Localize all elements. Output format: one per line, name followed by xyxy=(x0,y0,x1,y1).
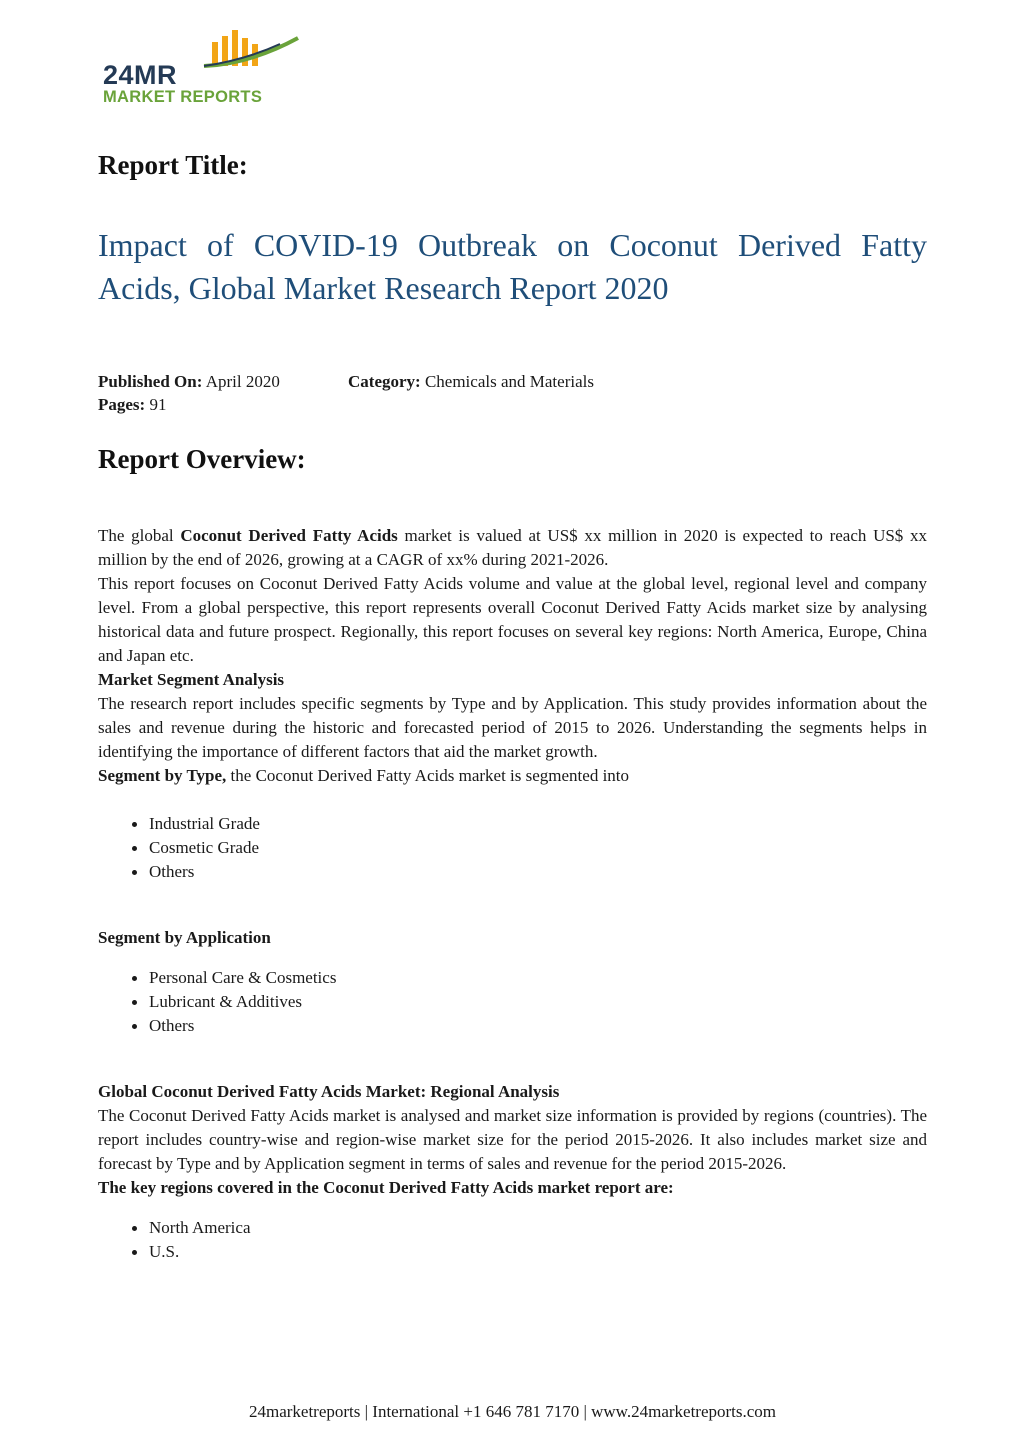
list-item: U.S. xyxy=(132,1240,927,1264)
overview-paragraph-4: The Coconut Derived Fatty Acids market is analysed and market size information is provided by regions (countries). The report includes country-wise and region-wise market size for the period 2015-2026. It also includes market size and forecast by Type and by Application segment in terms of sales and revenue for the period 2015-2026. xyxy=(98,1106,927,1173)
logo xyxy=(100,30,305,108)
list-item: Others xyxy=(132,1014,927,1038)
key-regions-heading: The key regions covered in the Coconut Derived Fatty Acids market report are: xyxy=(98,1178,674,1197)
page-footer: 24marketreports | International +1 646 781 7170 | www.24marketreports.com xyxy=(248,1402,777,1421)
report-title: Impact of COVID-19 Outbreak on Coconut Derived Fatty Acids, Global Market Research Report 2020 xyxy=(98,227,927,306)
list-item: Others xyxy=(132,860,927,884)
report-meta xyxy=(98,370,594,416)
published-on: Published On: April 2020 xyxy=(98,372,280,391)
overview-body xyxy=(98,524,927,1264)
logo-bottom-text: MARKET REPORTS xyxy=(103,88,263,106)
overview-paragraph-1: The global Coconut Derived Fatty Acids market is valued at US$ xx million in 2020 is expected to reach US$ xx million by the end of 2026, growing at a CAGR of xx% during 2021-2026. xyxy=(98,526,928,569)
list-item: North America xyxy=(132,1216,927,1240)
regional-analysis-heading: Global Coconut Derived Fatty Acids Market: Regional Analysis xyxy=(98,1082,560,1101)
segment-by-type: Segment by Type, the Coconut Derived Fatty Acids market is segmented into xyxy=(98,766,630,785)
overview-paragraph-3: The research report includes specific segments by Type and by Application. This study provides information about the sales and revenue during the historic and forecasted period of 2015 to 2026. Understanding the segments helps in identifying the importance of different factors that aid the market growth. xyxy=(98,694,927,761)
list-item: Industrial Grade xyxy=(132,812,927,836)
report-title-heading: Report Title: xyxy=(98,150,248,180)
overview-heading: Report Overview: xyxy=(98,444,306,474)
regions-list xyxy=(98,1216,927,1264)
category: Category: Chemicals and Materials xyxy=(348,372,594,391)
list-item: Personal Care & Cosmetics xyxy=(132,966,927,990)
segment-analysis-heading: Market Segment Analysis xyxy=(98,670,285,689)
list-item: Lubricant & Additives xyxy=(132,990,927,1014)
logo-top-text: 24MR xyxy=(103,60,178,90)
overview-paragraph-2: This report focuses on Coconut Derived Fatty Acids volume and value at the global level, regional level and company level. From a global perspective, this report represents overall Coconut Derived Fatty Acids market size by analysing historical data and future prospect. Regionally, this report focuses on several key regions: North America, Europe, China and Japan etc. xyxy=(98,574,927,665)
pages: Pages: 91 xyxy=(98,395,167,414)
segment-by-application-heading: Segment by Application xyxy=(98,928,271,947)
application-list xyxy=(98,966,927,1038)
list-item: Cosmetic Grade xyxy=(132,836,927,860)
type-list xyxy=(98,812,927,884)
